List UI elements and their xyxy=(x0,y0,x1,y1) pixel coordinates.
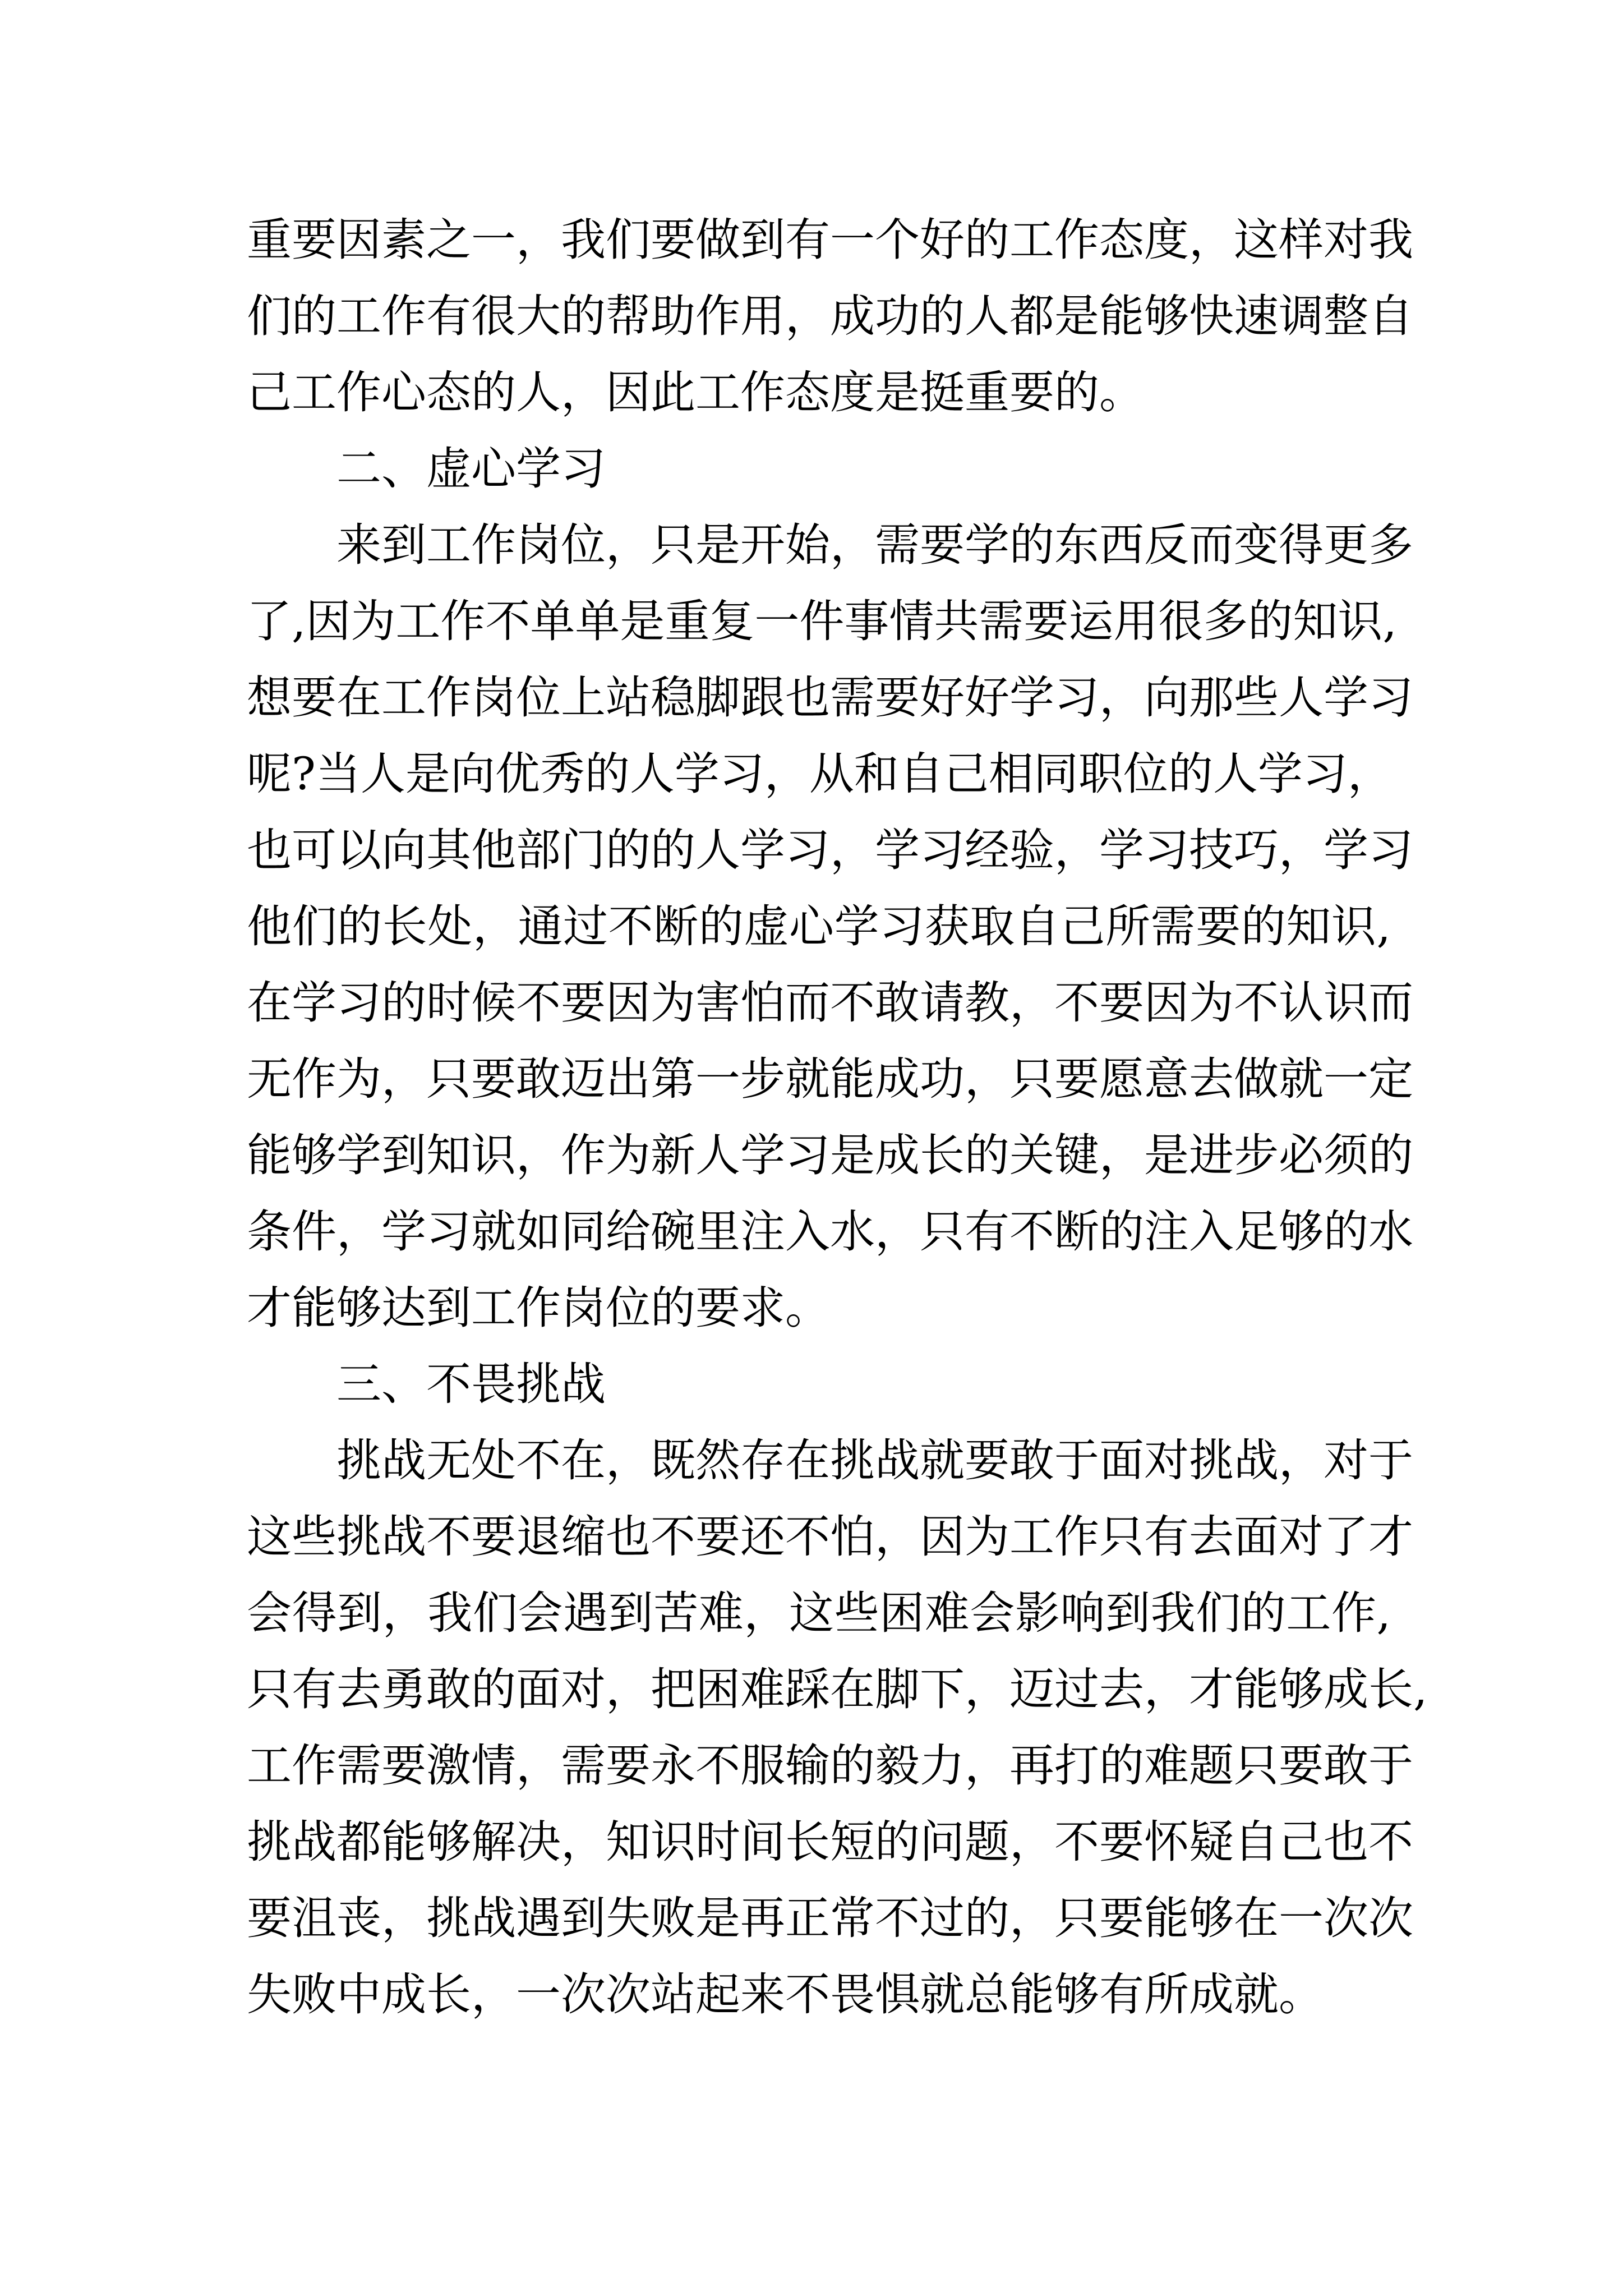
paragraph-line: 只有去勇敢的面对，把困难踩在脚下，迈过去，才能够成长, xyxy=(247,1663,1428,1715)
paragraph-line: 挑战都能够解决，知识时间长短的问题，不要怀疑自己也不 xyxy=(247,1816,1413,1868)
paragraph-line: 挑战无处不在，既然存在挑战就要敢于面对挑战，对于 xyxy=(336,1434,1413,1487)
paragraph-line: 这些挑战不要退缩也不要还不怕，因为工作只有去面对了才 xyxy=(247,1511,1413,1563)
section-heading: 三、不畏挑战 xyxy=(336,1358,606,1410)
paragraph-line: 失败中成长，一次次站起来不畏惧就总能够有所成就。 xyxy=(247,1968,1324,2021)
paragraph-line: 能够学到知识，作为新人学习是成长的关键，是进步必须的 xyxy=(247,1129,1413,1181)
paragraph-line: 要沮丧，挑战遇到失败是再正常不过的，只要能够在一次次 xyxy=(247,1892,1413,1944)
paragraph-line: 来到工作岗位，只是开始，需要学的东西反而变得更多 xyxy=(336,519,1413,571)
paragraph-line: 会得到，我们会遇到苦难，这些困难会影响到我们的工作, xyxy=(247,1587,1391,1639)
paragraph-line: 在学习的时候不要因为害怕而不敢请教，不要因为不认识而 xyxy=(247,977,1413,1029)
paragraph-line: 他们的长处，通过不断的虚心学习获取自己所需要的知识, xyxy=(247,900,1391,953)
paragraph-line: 也可以向其他部门的的人学习，学习经验，学习技巧，学习 xyxy=(247,824,1413,876)
section-heading: 二、虚心学习 xyxy=(336,443,606,495)
paragraph-line: 重要因素之一，我们要做到有一个好的工作态度，这样对我 xyxy=(247,214,1413,266)
paragraph-line: 才能够达到工作岗位的要求。 xyxy=(247,1282,830,1334)
paragraph-line: 无作为，只要敢迈出第一步就能成功，只要愿意去做就一定 xyxy=(247,1053,1413,1105)
paragraph-line: 想要在工作岗位上站稳脚跟也需要好好学习，向那些人学习 xyxy=(247,671,1413,724)
paragraph-line: 工作需要激情，需要永不服输的毅力，再打的难题只要敢于 xyxy=(247,1740,1413,1792)
paragraph-line: 呢?当人是向优秀的人学习，从和自己相同职位的人学习， xyxy=(247,748,1393,800)
paragraph-line: 己工作心态的人，因此工作态度是挺重要的。 xyxy=(247,366,1144,418)
paragraph-line: 们的工作有很大的帮助作用，成功的人都是能够快速调整自 xyxy=(247,290,1413,342)
document-body xyxy=(247,202,1428,2033)
paragraph-line: 了,因为工作不单单是重复一件事情共需要运用很多的知识, xyxy=(247,595,1397,647)
paragraph-line: 条件，学习就如同给碗里注入水，只有不断的注入足够的水 xyxy=(247,1205,1413,1258)
